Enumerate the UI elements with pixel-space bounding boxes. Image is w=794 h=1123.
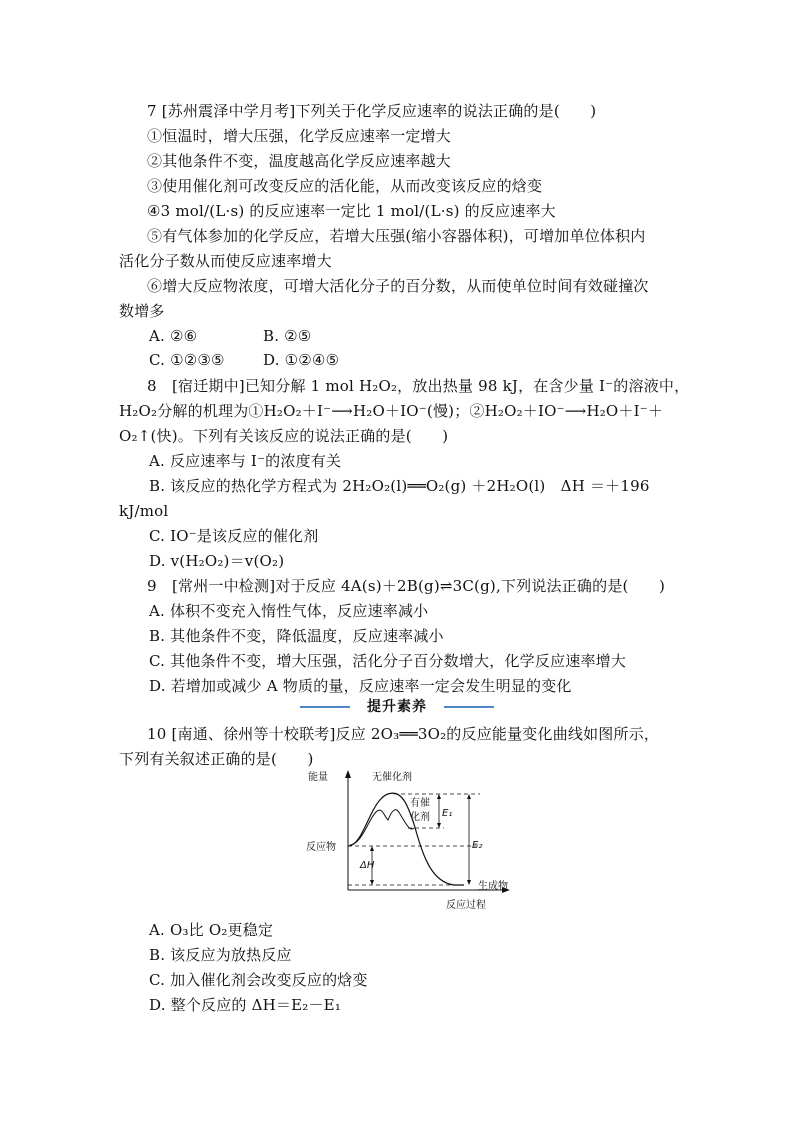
- q7-statement-3: ③使用催化剂可改变反应的活化能，从而改变该反应的焓变: [147, 177, 543, 195]
- e1-arrow-head-top: [437, 794, 441, 799]
- q7-statement-4: ④3 mol/(L·s) 的反应速率一定比 1 mol/(L·s) 的反应速率大: [147, 202, 556, 220]
- dh-label: ΔH: [360, 860, 375, 871]
- q10-option-d: D. 整个反应的 ΔH＝E₂－E₁: [149, 996, 342, 1014]
- divider-right-bar: [444, 706, 494, 708]
- e2-label: E₂: [472, 840, 483, 851]
- catalyzed-curve: [350, 810, 414, 845]
- q8-stem-2: H₂O₂分解的机理为①H₂O₂＋I⁻⟶H₂O＋IO⁻(慢)；②H₂O₂＋IO⁻⟶H₂O＋I⁻＋: [119, 402, 664, 420]
- q8-option-b-1: B. 该反应的热化学方程式为 2H₂O₂(l)══O₂(g) ＋2H₂O(l) ΔH ＝＋196: [149, 477, 650, 495]
- q7-statement-1: ①恒温时，增大压强，化学反应速率一定增大: [147, 127, 452, 145]
- q10-stem-2: 下列有关叙述正确的是( ): [119, 750, 314, 768]
- q10-option-b: B. 该反应为放热反应: [149, 946, 292, 964]
- q7-stem: 7 [苏州震泽中学月考]下列关于化学反应速率的说法正确的是( ): [147, 102, 597, 120]
- e2-arrow-head-bottom: [467, 880, 471, 885]
- catalyst-label-2: 化剂: [410, 812, 430, 823]
- q9-option-b: B. 其他条件不变，降低温度，反应速率减小: [149, 627, 444, 645]
- q7-statement-5a: ⑤有气体参加的化学反应，若增大压强(缩小容器体积)，可增加单位体积内: [147, 227, 646, 245]
- q8-option-d: D. v(H₂O₂)＝v(O₂): [149, 552, 285, 570]
- q7-statement-2: ②其他条件不变，温度越高化学反应速率越大: [147, 152, 452, 170]
- q10-option-a: A. O₃比 O₂更稳定: [149, 921, 274, 939]
- divider-left-bar: [300, 706, 350, 708]
- dh-arrow-head-bottom: [370, 880, 374, 885]
- reactant-label: 反应物: [306, 842, 336, 853]
- q8-stem-1: 8 [宿迁期中]已知分解 1 mol H₂O₂，放出热量 98 kJ，在含少量 I⁻的溶液中，: [147, 377, 690, 395]
- energy-diagram: [304, 766, 516, 914]
- e1-arrow-head-bottom: [437, 823, 441, 828]
- q7-statement-6a: ⑥增大反应物浓度，可增大活化分子的百分数，从而使单位时间有效碰撞次: [147, 277, 649, 295]
- e2-arrow-head-top: [467, 794, 471, 799]
- q7-statement-5b: 活化分子数从而使反应速率增大: [119, 252, 332, 270]
- x-axis-label: 反应过程: [446, 900, 486, 911]
- q8-option-b-2: kJ/mol: [119, 502, 169, 520]
- product-label: 生成物: [478, 881, 508, 892]
- y-axis-label: 能量: [308, 772, 328, 783]
- q7-option-c: C. ①②③⑤: [149, 351, 225, 369]
- q9-option-d: D. 若增加或减少 A 物质的量，反应速率一定会发生明显的变化: [149, 677, 572, 695]
- q9-option-c: C. 其他条件不变，增大压强，活化分子百分数增大，化学反应速率增大: [149, 652, 627, 670]
- q9-stem: 9 [常州一中检测]对于反应 4A(s)＋2B(g)⇌3C(g),下列说法正确的是( ): [147, 577, 666, 595]
- y-axis-arrow: [345, 770, 351, 778]
- q7-option-a: A. ②⑥: [149, 327, 198, 345]
- q10-option-c: C. 加入催化剂会改变反应的焓变: [149, 971, 368, 989]
- no-catalyst-label: 无催化剂: [372, 772, 412, 783]
- q7-statement-6b: 数增多: [119, 302, 165, 320]
- q7-option-d: D. ①②④⑤: [263, 351, 340, 369]
- q9-option-a: A. 体积不变充入惰性气体，反应速率减小: [149, 602, 429, 620]
- dh-arrow-head-top: [370, 846, 374, 851]
- section-divider: [300, 698, 494, 716]
- q7-option-b: B. ②⑤: [263, 327, 312, 345]
- q8-option-c: C. IO⁻是该反应的催化剂: [149, 527, 319, 545]
- q8-option-a: A. 反应速率与 I⁻的浓度有关: [149, 452, 342, 470]
- q8-stem-3: O₂↑(快)。下列有关该反应的说法正确的是( ): [119, 427, 449, 445]
- e1-label: E₁: [442, 808, 453, 819]
- section-title: 提升素养: [367, 699, 427, 715]
- uncatalyzed-curve: [348, 793, 464, 885]
- q10-stem-1: 10 [南通、徐州等十校联考]反应 2O₃══3O₂的反应能量变化曲线如图所示，: [147, 725, 660, 743]
- catalyst-label-1: 有催: [410, 798, 430, 809]
